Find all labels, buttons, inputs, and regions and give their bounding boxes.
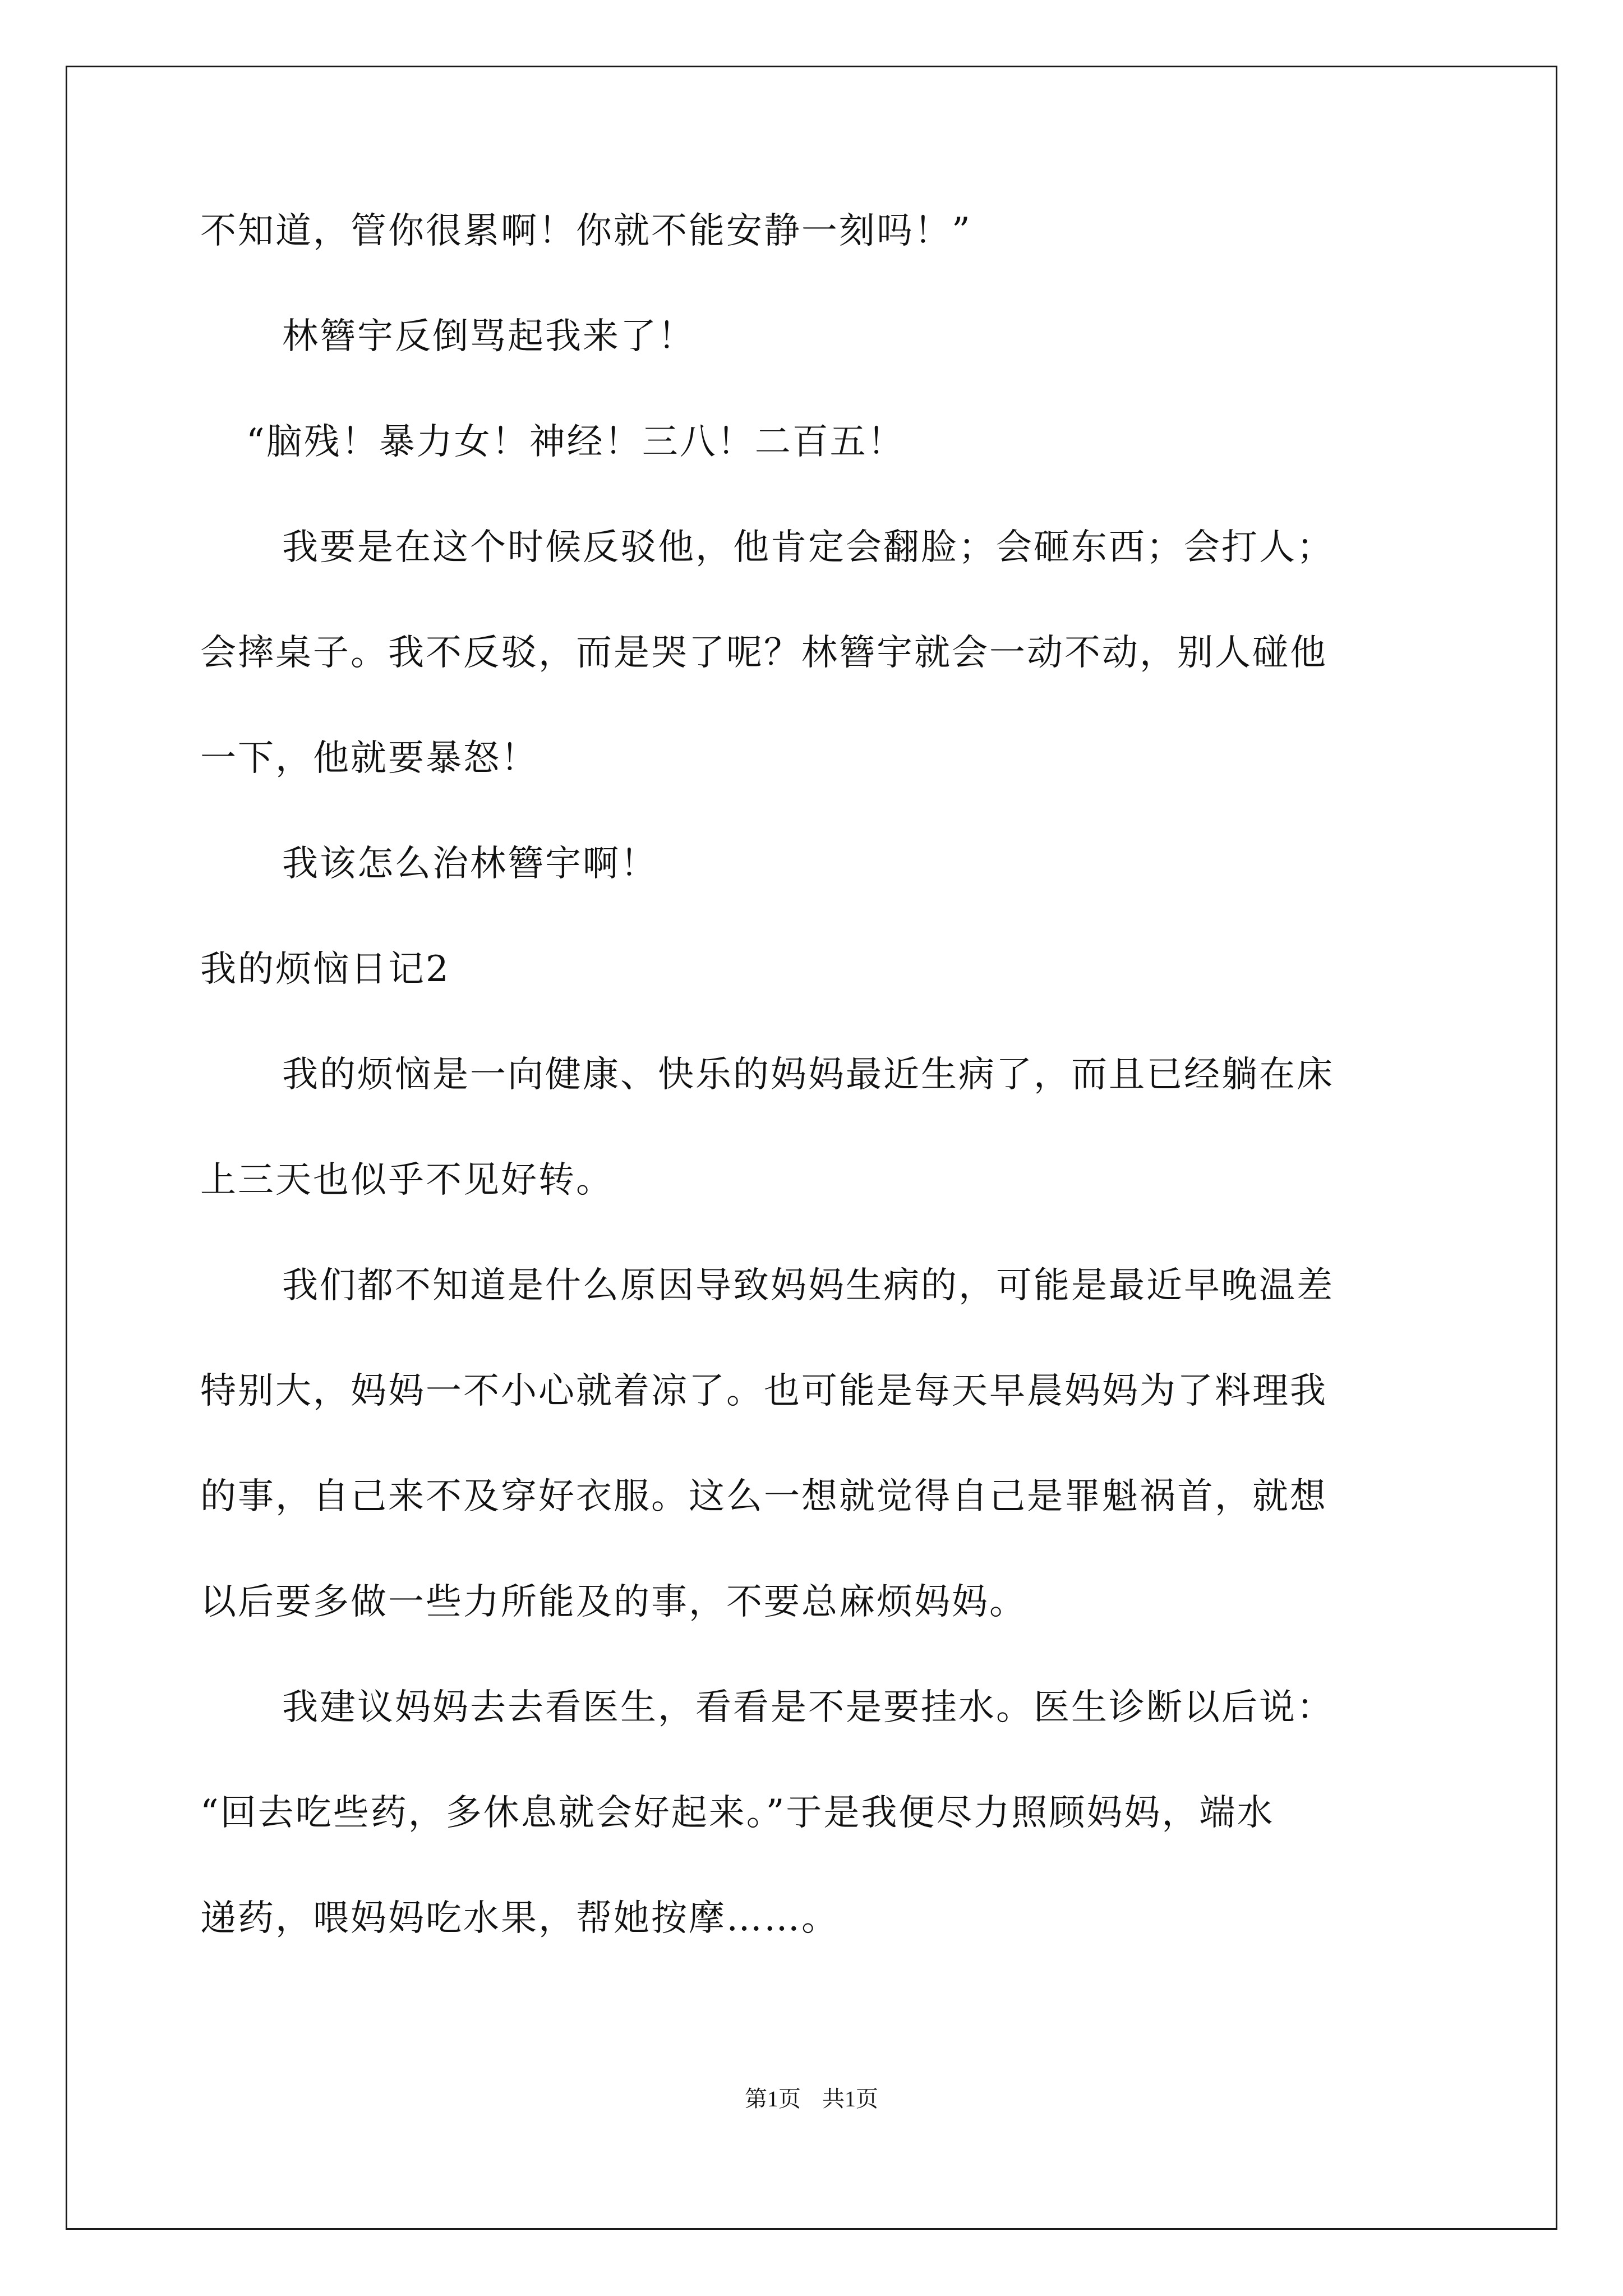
text-line: 以后要多做一些力所能及的事，不要总麻烦妈妈。 (200, 1581, 1027, 1623)
text-line: “脑残！暴力女！神经！三八！二百五！ (246, 421, 905, 463)
text-line: 林簪宇反倒骂起我来了！ (282, 316, 695, 357)
section-heading: 我的烦恼日记2 (200, 949, 450, 990)
text-line: 我该怎么治林簪宇啊！ (282, 843, 658, 885)
text-line: 特别大，妈妈一不小心就着凉了。也可能是每天早晨妈妈为了料理我 (200, 1370, 1327, 1412)
text-line: 递药，喂妈妈吃水果，帮她按摩……。 (200, 1898, 839, 1939)
text-line: 我们都不知道是什么原因导致妈妈生病的，可能是最近早晚温差 (282, 1265, 1334, 1306)
text-line: 的事，自己来不及穿好衣服。这么一想就觉得自己是罪魁祸首，就想 (200, 1476, 1327, 1517)
text-line: “回去吃些药，多休息就会好起来。”于是我便尽力照顾妈妈，端水 (200, 1792, 1275, 1834)
page-number: 第1页 (745, 2086, 801, 2111)
text-line: 上三天也似乎不见好转。 (200, 1159, 614, 1201)
text-line: 一下，他就要暴怒！ (200, 738, 538, 779)
text-line: 会摔桌子。我不反驳，而是哭了呢？林簪宇就会一动不动，别人碰他 (200, 632, 1327, 674)
page-footer (0, 2088, 1623, 2110)
text-line: 不知道，管你很累啊！你就不能安静一刻吗！” (200, 210, 972, 252)
text-line: 我的烦恼是一向健康、快乐的妈妈最近生病了，而且已经躺在床 (282, 1054, 1334, 1096)
text-line: 我要是在这个时候反驳他，他肯定会翻脸；会砸东西；会打人； (282, 527, 1334, 568)
text-line: 我建议妈妈去去看医生，看看是不是要挂水。医生诊断以后说： (282, 1687, 1334, 1728)
page-total: 共1页 (822, 2086, 878, 2111)
